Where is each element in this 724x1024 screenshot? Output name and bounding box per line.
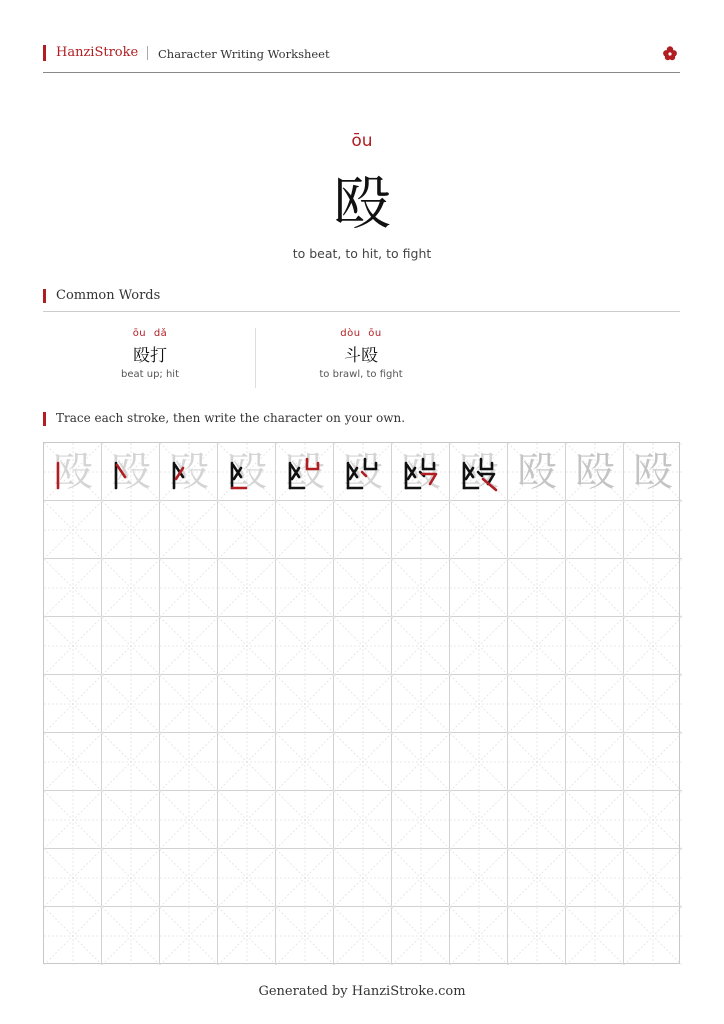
cell-guides	[624, 907, 682, 965]
cell-guides	[160, 733, 218, 791]
accent-bar	[43, 289, 46, 303]
cell-guides	[392, 849, 450, 907]
cell-guides	[450, 675, 508, 733]
practice-cell[interactable]	[276, 907, 334, 965]
header-divider	[147, 46, 148, 60]
practice-cell[interactable]	[624, 559, 682, 617]
practice-cell[interactable]	[392, 849, 450, 907]
practice-cell[interactable]	[624, 849, 682, 907]
cell-guides	[102, 617, 160, 675]
practice-cell[interactable]	[624, 733, 682, 791]
cell-guides	[44, 617, 102, 675]
trace-character: 殴	[517, 449, 557, 495]
header	[43, 44, 680, 73]
cell-guides	[508, 907, 566, 965]
word-meaning: to brawl, to fight	[319, 369, 403, 380]
practice-cell[interactable]	[44, 791, 102, 849]
cell-guides	[102, 559, 160, 617]
current-stroke	[117, 465, 125, 477]
practice-cell[interactable]	[624, 443, 682, 501]
practice-cell[interactable]	[218, 617, 276, 675]
practice-cell[interactable]	[508, 849, 566, 907]
practice-cell[interactable]	[276, 443, 334, 501]
cell-guides	[624, 849, 682, 907]
practice-cell[interactable]	[218, 791, 276, 849]
practice-cell[interactable]	[508, 791, 566, 849]
word-hanzi: 斗殴	[344, 346, 378, 366]
practice-cell[interactable]	[566, 617, 624, 675]
cell-guides	[566, 617, 624, 675]
practice-cell[interactable]	[102, 907, 160, 965]
practice-cell[interactable]	[566, 849, 624, 907]
cell-guides	[44, 559, 102, 617]
cell-guides	[566, 791, 624, 849]
cell-guides	[508, 501, 566, 559]
cell-guides	[450, 617, 508, 675]
worksheet-subtitle: Character Writing Worksheet	[158, 47, 330, 61]
cell-guides	[392, 733, 450, 791]
cell-guides	[624, 733, 682, 791]
practice-cell[interactable]	[508, 559, 566, 617]
word-separator	[255, 328, 256, 388]
cell-guides	[566, 733, 624, 791]
practice-cell[interactable]	[160, 907, 218, 965]
cell-guides	[44, 501, 102, 559]
cell-guides	[102, 849, 160, 907]
practice-cell[interactable]	[624, 501, 682, 559]
cell-guides	[160, 559, 218, 617]
stroke-order-step	[450, 443, 508, 501]
practice-cell[interactable]	[102, 443, 160, 501]
practice-cell[interactable]	[276, 675, 334, 733]
cell-guides	[276, 501, 334, 559]
trace-character: 殴	[401, 449, 441, 495]
cell-guides	[218, 559, 276, 617]
flower-icon	[662, 45, 678, 61]
word-card	[261, 328, 461, 380]
trace-character: 殴	[459, 449, 499, 495]
practice-cell[interactable]	[276, 791, 334, 849]
practice-cell[interactable]	[392, 501, 450, 559]
practice-cell[interactable]	[624, 791, 682, 849]
practice-cell[interactable]	[392, 791, 450, 849]
practice-cell[interactable]	[624, 675, 682, 733]
practice-cell[interactable]	[508, 443, 566, 501]
cell-guides	[44, 791, 102, 849]
character-pinyin: ōu	[351, 131, 373, 151]
practice-cell[interactable]	[334, 501, 392, 559]
previous-stroke	[423, 459, 434, 469]
practice-cell[interactable]	[102, 501, 160, 559]
cell-guides	[218, 733, 276, 791]
word-hanzi: 殴打	[133, 346, 167, 366]
cell-guides	[566, 559, 624, 617]
common-words-title: Common Words	[56, 288, 161, 303]
stroke-order-step	[276, 443, 334, 501]
practice-cell[interactable]	[450, 675, 508, 733]
current-stroke	[307, 459, 318, 469]
stroke-order-step	[160, 443, 218, 501]
practice-heading	[43, 411, 405, 425]
cell-guides	[334, 791, 392, 849]
cell-guides	[44, 733, 102, 791]
practice-cell[interactable]	[566, 907, 624, 965]
word-meaning: beat up; hit	[121, 369, 179, 380]
cell-guides	[566, 501, 624, 559]
trace-character: 殴	[343, 449, 383, 495]
practice-cell[interactable]	[392, 675, 450, 733]
practice-cell[interactable]	[566, 443, 624, 501]
previous-stroke	[365, 459, 376, 469]
trace-character: 殴	[285, 449, 325, 495]
cell-guides	[508, 675, 566, 733]
practice-cell[interactable]	[566, 791, 624, 849]
stroke-order-step	[392, 443, 450, 501]
word-pinyin: ōu dǎ	[132, 328, 168, 339]
practice-cell[interactable]	[450, 791, 508, 849]
cell-guides	[44, 675, 102, 733]
practice-cell[interactable]	[160, 501, 218, 559]
cell-guides	[160, 675, 218, 733]
cell-guides	[624, 559, 682, 617]
brand-name[interactable]: HanziStroke	[56, 45, 139, 60]
cell-guides	[160, 791, 218, 849]
cell-guides	[44, 849, 102, 907]
trace-character: 殴	[575, 449, 615, 495]
practice-cell[interactable]	[334, 791, 392, 849]
cell-guides	[102, 501, 160, 559]
practice-cell[interactable]	[102, 791, 160, 849]
practice-cell[interactable]	[566, 675, 624, 733]
cell-guides	[218, 617, 276, 675]
practice-cell[interactable]	[624, 617, 682, 675]
practice-cell[interactable]	[102, 733, 160, 791]
cell-guides	[624, 791, 682, 849]
practice-grid[interactable]	[43, 442, 680, 964]
practice-cell[interactable]	[334, 849, 392, 907]
trace-character: 殴	[633, 449, 673, 495]
practice-cell[interactable]	[160, 443, 218, 501]
practice-cell[interactable]	[450, 617, 508, 675]
practice-cell[interactable]	[218, 849, 276, 907]
cell-guides	[334, 849, 392, 907]
accent-bar	[43, 45, 46, 61]
cell-guides	[276, 849, 334, 907]
practice-cell[interactable]	[218, 733, 276, 791]
practice-cell[interactable]	[276, 733, 334, 791]
practice-cell[interactable]	[334, 559, 392, 617]
cell-guides	[450, 733, 508, 791]
practice-cell[interactable]	[44, 907, 102, 965]
practice-cell[interactable]	[392, 907, 450, 965]
cell-guides	[102, 791, 160, 849]
practice-cell[interactable]	[508, 617, 566, 675]
trace-character: 殴	[53, 449, 93, 495]
practice-cell[interactable]	[160, 791, 218, 849]
practice-cell[interactable]	[450, 733, 508, 791]
cell-guides	[160, 617, 218, 675]
cell-guides	[334, 733, 392, 791]
practice-cell[interactable]	[566, 733, 624, 791]
cell-guides	[392, 501, 450, 559]
stroke-order-step	[44, 443, 102, 501]
cell-guides	[508, 733, 566, 791]
cell-guides	[450, 907, 508, 965]
practice-cell[interactable]	[508, 733, 566, 791]
practice-cell[interactable]	[102, 849, 160, 907]
footer-credit: Generated by HanziStroke.com	[258, 984, 466, 999]
previous-stroke	[481, 459, 492, 469]
section-divider	[43, 311, 680, 312]
practice-cell[interactable]	[44, 849, 102, 907]
practice-cell[interactable]	[450, 907, 508, 965]
practice-cell[interactable]	[276, 617, 334, 675]
cell-guides	[392, 907, 450, 965]
cell-guides	[566, 907, 624, 965]
cell-guides	[160, 907, 218, 965]
cell-guides	[160, 849, 218, 907]
current-stroke	[362, 472, 366, 476]
cell-guides	[566, 849, 624, 907]
cell-guides	[508, 791, 566, 849]
accent-bar	[43, 412, 46, 426]
cell-guides	[276, 675, 334, 733]
practice-cell[interactable]	[44, 501, 102, 559]
cell-guides	[218, 675, 276, 733]
practice-cell[interactable]	[218, 907, 276, 965]
cell-guides	[218, 501, 276, 559]
cell-guides	[334, 559, 392, 617]
practice-cell[interactable]	[276, 559, 334, 617]
practice-cell[interactable]	[334, 617, 392, 675]
practice-cell[interactable]	[218, 559, 276, 617]
practice-cell[interactable]	[44, 675, 102, 733]
stroke-order-step	[334, 443, 392, 501]
cell-guides	[334, 907, 392, 965]
cell-guides	[334, 617, 392, 675]
trace-character: 殴	[169, 449, 209, 495]
practice-cell[interactable]	[392, 733, 450, 791]
cell-guides	[218, 907, 276, 965]
practice-cell[interactable]	[450, 849, 508, 907]
cell-guides	[102, 733, 160, 791]
character-meaning: to beat, to hit, to fight	[292, 246, 432, 261]
practice-cell[interactable]	[508, 907, 566, 965]
cell-guides	[102, 907, 160, 965]
cell-guides	[450, 791, 508, 849]
cell-guides	[508, 617, 566, 675]
common-words-heading	[43, 288, 160, 303]
cell-guides	[392, 791, 450, 849]
practice-cell[interactable]	[160, 675, 218, 733]
practice-instruction: Trace each stroke, then write the character on your own.	[56, 411, 406, 425]
cell-guides	[450, 559, 508, 617]
stroke-order-step	[218, 443, 276, 501]
practice-cell[interactable]	[450, 559, 508, 617]
practice-cell[interactable]	[44, 443, 102, 501]
cell-guides	[508, 559, 566, 617]
cell-guides	[276, 733, 334, 791]
cell-guides	[392, 617, 450, 675]
cell-guides	[218, 849, 276, 907]
practice-cell[interactable]	[218, 501, 276, 559]
cell-guides	[624, 617, 682, 675]
cell-guides	[392, 559, 450, 617]
practice-cell[interactable]	[276, 501, 334, 559]
practice-cell[interactable]	[508, 501, 566, 559]
cell-guides	[276, 559, 334, 617]
cell-guides	[450, 849, 508, 907]
cell-guides	[508, 849, 566, 907]
practice-cell[interactable]	[334, 443, 392, 501]
cell-guides	[160, 501, 218, 559]
cell-guides	[392, 675, 450, 733]
practice-cell[interactable]	[624, 907, 682, 965]
trace-character: 殴	[111, 449, 151, 495]
practice-cell[interactable]	[160, 733, 218, 791]
practice-cell[interactable]	[44, 617, 102, 675]
stroke-order-step	[102, 443, 160, 501]
practice-cell[interactable]	[160, 559, 218, 617]
cell-guides	[218, 791, 276, 849]
practice-cell[interactable]	[508, 675, 566, 733]
practice-cell[interactable]	[450, 501, 508, 559]
practice-cell[interactable]	[334, 907, 392, 965]
practice-cell[interactable]	[392, 617, 450, 675]
practice-cell[interactable]	[566, 559, 624, 617]
practice-cell[interactable]	[218, 675, 276, 733]
practice-cell[interactable]	[276, 849, 334, 907]
practice-cell[interactable]	[102, 675, 160, 733]
cell-guides	[276, 617, 334, 675]
cell-guides	[276, 907, 334, 965]
practice-cell[interactable]	[102, 617, 160, 675]
practice-cell[interactable]	[160, 849, 218, 907]
cell-guides	[624, 675, 682, 733]
practice-cell[interactable]	[392, 443, 450, 501]
main-character: 殴	[332, 169, 391, 237]
cell-guides	[566, 675, 624, 733]
cell-guides	[334, 675, 392, 733]
word-pinyin: dòu ōu	[340, 328, 382, 339]
practice-cell[interactable]	[334, 733, 392, 791]
trace-character: 殴	[227, 449, 267, 495]
word-card	[50, 328, 250, 380]
practice-cell[interactable]	[334, 675, 392, 733]
cell-guides	[624, 501, 682, 559]
cell-guides	[276, 791, 334, 849]
practice-cell[interactable]	[160, 617, 218, 675]
practice-cell[interactable]	[392, 559, 450, 617]
cell-guides	[44, 907, 102, 965]
practice-cell[interactable]	[102, 559, 160, 617]
practice-cell[interactable]	[450, 443, 508, 501]
practice-cell[interactable]	[566, 501, 624, 559]
cell-guides	[334, 501, 392, 559]
practice-cell[interactable]	[44, 733, 102, 791]
cell-guides	[102, 675, 160, 733]
cell-guides	[450, 501, 508, 559]
practice-cell[interactable]	[218, 443, 276, 501]
practice-cell[interactable]	[44, 559, 102, 617]
